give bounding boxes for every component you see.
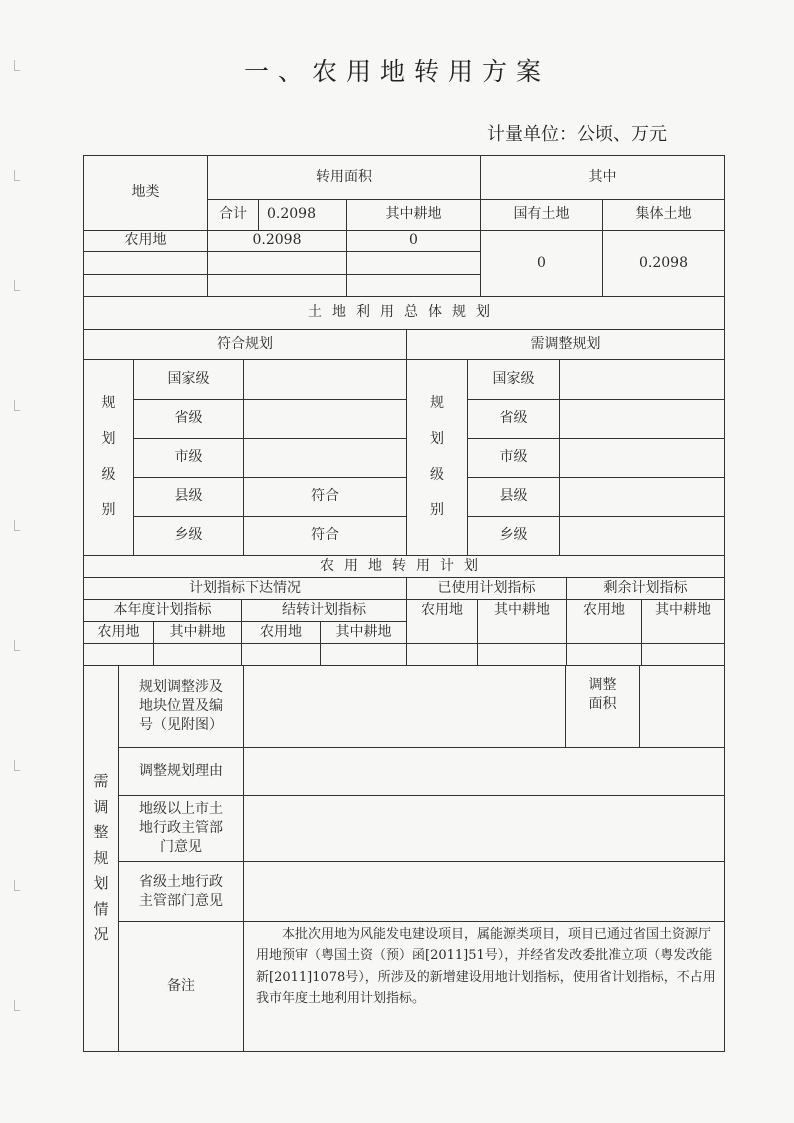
empty-cell xyxy=(478,644,567,666)
carryover-farmland-header: 农用地 xyxy=(242,622,321,644)
location-value xyxy=(244,666,566,748)
reason-value xyxy=(244,748,725,796)
conform-county-value: 符合 xyxy=(244,478,407,517)
adjust-area-label: 调整 面积 xyxy=(566,666,640,748)
empty-cell xyxy=(567,644,642,666)
empty-cell xyxy=(560,439,725,478)
collective-land-value: 0.2098 xyxy=(603,231,725,297)
adjustment-table xyxy=(83,665,725,1052)
plan-used-header: 已使用计划指标 xyxy=(407,578,567,600)
adjust-level-township: 乡级 xyxy=(468,517,560,556)
carryover-arable-header: 其中耕地 xyxy=(321,622,407,644)
empty-cell xyxy=(154,644,242,666)
converted-area-header: 转用面积 xyxy=(208,156,481,200)
collective-land-header: 集体土地 xyxy=(603,200,725,231)
annual-plan-header: 本年度计划指标 xyxy=(84,600,242,622)
empty-cell xyxy=(321,644,407,666)
farmland-row-label: 农用地 xyxy=(84,231,208,252)
binder-hole-mark xyxy=(14,170,20,181)
adjust-area-value xyxy=(640,666,725,748)
level-vertical-label-adjust: 规 划 级 别 xyxy=(407,360,468,556)
binder-hole-mark xyxy=(14,640,20,651)
farmland-arable-value: 0 xyxy=(347,231,481,252)
land-type-header: 地类 xyxy=(84,156,208,231)
empty-cell xyxy=(560,400,725,439)
binder-hole-mark xyxy=(14,400,20,411)
binder-hole-mark xyxy=(14,880,20,891)
farmland-area-value: 0.2098 xyxy=(208,231,347,252)
plan-issued-header: 计划指标下达情况 xyxy=(84,578,407,600)
remark-text: 本批次用地为风能发电建设项目，属能源类项目，项目已通过省国土资源厅用地预审（粤国土资（预）函[2011]51号），并经省发改委批准立项（粤发改能新[2011]1078号），所涉及的新增建设用地计划指标，使用省计划指标，不占用我市年度土地利用计划指标。 xyxy=(244,922,725,1052)
empty-cell xyxy=(347,275,481,297)
conform-city-value xyxy=(244,439,407,478)
province-opinion-label: 省级土地行政 主管部门意见 xyxy=(119,862,244,922)
planning-table xyxy=(83,296,725,556)
total-header: 合计 xyxy=(208,200,259,231)
level-province: 省级 xyxy=(134,400,244,439)
unit-label: 计量单位：公顷、万元 xyxy=(487,124,667,145)
carryover-plan-header: 结转计划指标 xyxy=(242,600,407,622)
planning-section-title: 土地利用总体规划 xyxy=(84,297,725,330)
empty-cell xyxy=(407,644,478,666)
of-which-header: 其中 xyxy=(481,156,725,200)
empty-cell xyxy=(560,517,725,556)
level-city: 市级 xyxy=(134,439,244,478)
arable-header: 其中耕地 xyxy=(347,200,481,231)
adjust-level-city: 市级 xyxy=(468,439,560,478)
conform-national-value xyxy=(244,360,407,400)
adjustment-vertical-label: 需 调 整 规 划 情 况 xyxy=(84,666,119,1052)
city-opinion-value xyxy=(244,796,725,862)
city-opinion-label: 地级以上市土 地行政主管部 门意见 xyxy=(119,796,244,862)
conversion-plan-table xyxy=(83,555,725,666)
adjust-level-national: 国家级 xyxy=(468,360,560,400)
conform-province-value xyxy=(244,400,407,439)
adjust-level-county: 县级 xyxy=(468,478,560,517)
empty-cell xyxy=(208,275,347,297)
adjust-level-province: 省级 xyxy=(468,400,560,439)
empty-cell xyxy=(347,252,481,275)
annual-farmland-header: 农用地 xyxy=(84,622,154,644)
plan-remaining-header: 剩余计划指标 xyxy=(567,578,725,600)
empty-cell xyxy=(560,478,725,517)
level-township: 乡级 xyxy=(134,517,244,556)
area-table xyxy=(83,155,725,297)
conform-header: 符合规划 xyxy=(84,330,407,360)
empty-cell xyxy=(84,252,208,275)
level-national: 国家级 xyxy=(134,360,244,400)
reason-label: 调整规划理由 xyxy=(119,748,244,796)
need-adjust-header: 需调整规划 xyxy=(407,330,725,360)
empty-cell xyxy=(208,252,347,275)
conform-township-value: 符合 xyxy=(244,517,407,556)
remaining-arable-header: 其中耕地 xyxy=(642,600,725,644)
level-vertical-label: 规 划 级 别 xyxy=(84,360,134,556)
empty-cell xyxy=(560,360,725,400)
level-county: 县级 xyxy=(134,478,244,517)
province-opinion-value xyxy=(244,862,725,922)
binder-hole-mark xyxy=(14,760,20,771)
annual-arable-header: 其中耕地 xyxy=(154,622,242,644)
empty-cell xyxy=(84,275,208,297)
used-farmland-header: 农用地 xyxy=(407,600,478,644)
remark-label: 备注 xyxy=(119,922,244,1052)
state-land-header: 国有土地 xyxy=(481,200,603,231)
empty-cell xyxy=(642,644,725,666)
binder-hole-mark xyxy=(14,280,20,291)
binder-hole-mark xyxy=(14,1000,20,1011)
plan-section-title: 农用地转用计划 xyxy=(84,556,725,578)
empty-cell xyxy=(84,644,154,666)
binder-hole-mark xyxy=(14,520,20,531)
total-value: 0.2098 xyxy=(259,200,347,231)
state-land-value: 0 xyxy=(481,231,603,297)
location-label: 规划调整涉及 地块位置及编 号（见附图） xyxy=(119,666,244,748)
used-arable-header: 其中耕地 xyxy=(478,600,567,644)
empty-cell xyxy=(242,644,321,666)
page-title: 一、农用地转用方案 xyxy=(243,57,550,86)
remaining-farmland-header: 农用地 xyxy=(567,600,642,644)
